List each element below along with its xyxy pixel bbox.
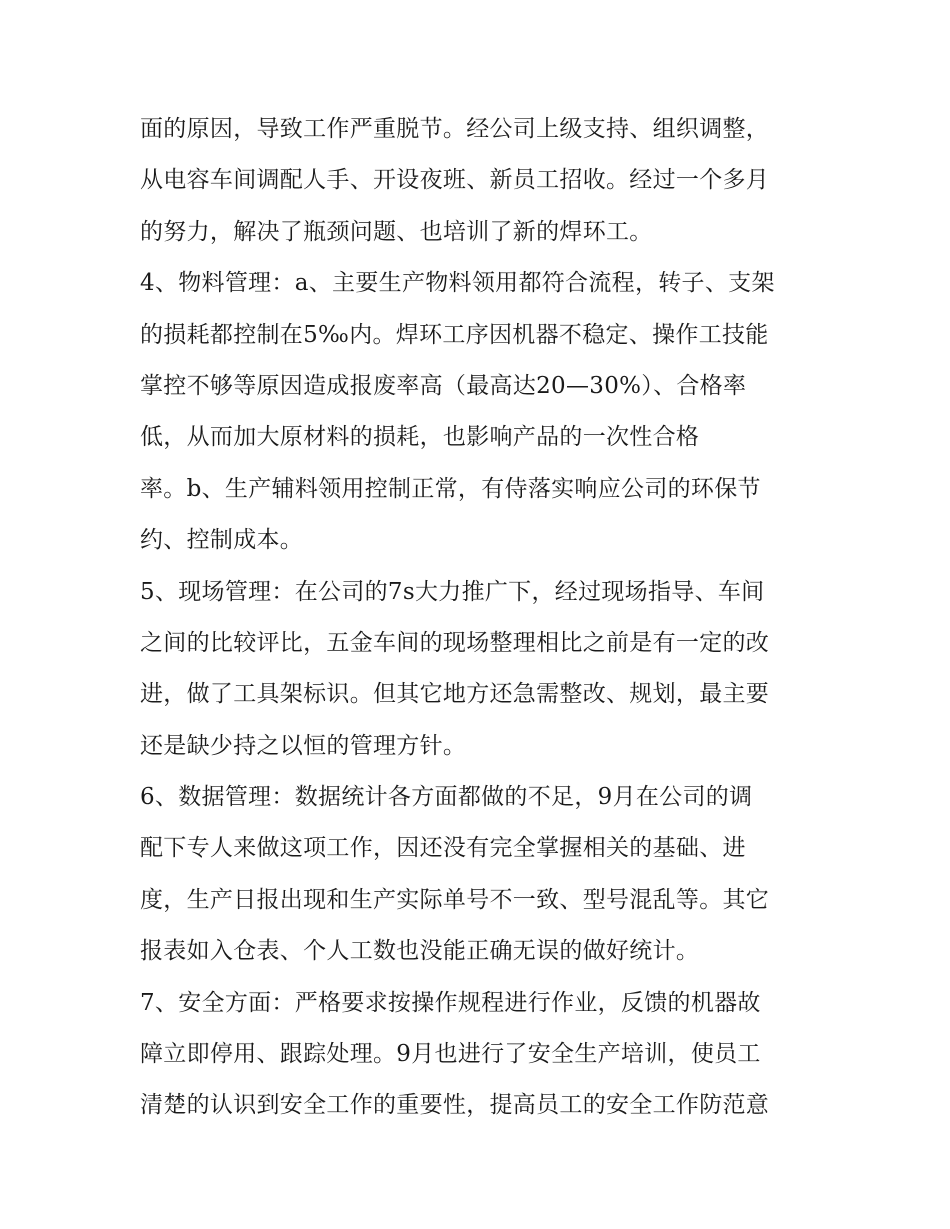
text-line: 之间的比较评比，五金车间的现场整理相比之前是有一定的改 <box>140 629 770 656</box>
text-line: 报表如入仓表、个人工数也没能正确无误的做好统计。 <box>140 938 700 965</box>
text-line: 进，做了工具架标识。但其它地方还急需整改、规划，最主要 <box>140 681 770 708</box>
text-line: 4、物料管理：a、主要生产物料领用都符合流程，转子、支架 <box>140 270 775 297</box>
text-line: 障立即停用、跟踪处理。9月也进行了安全生产培训，使员工 <box>140 1041 761 1068</box>
text-line: 清楚的认识到安全工作的重要性，提高员工的安全工作防范意 <box>140 1092 770 1119</box>
text-line: 的努力，解决了瓶颈问题、也培训了新的焊环工。 <box>140 218 653 245</box>
text-line: 6、数据管理：数据统计各方面都做的不足，9月在公司的调 <box>140 784 753 811</box>
text-line: 7、安全方面：严格要求按操作规程进行作业，反馈的机器故 <box>140 989 761 1016</box>
document-body <box>140 104 820 1132</box>
text-line: 面的原因，导致工作严重脱节。经公司上级支持、组织调整， <box>140 116 770 142</box>
text-line: 度，生产日报出现和生产实际单号不一致、型号混乱等。其它 <box>140 886 770 913</box>
text-line: 率。b、生产辅料领用控制正常，有侍落实响应公司的环保节 <box>140 475 761 502</box>
text-line: 约、控制成本。 <box>140 527 304 554</box>
text-line: 的损耗都控制在5‰内。焊环工序因机器不稳定、操作工技能 <box>140 321 769 348</box>
text-line: 低，从而加大原材料的损耗，也影响产品的一次性合格 <box>140 424 700 451</box>
text-line: 掌控不够等原因造成报废率高（最高达20—30%）、合格率 <box>140 372 747 399</box>
text-line: 从电容车间调配人手、开设夜班、新员工招收。经过一个多月 <box>140 167 770 194</box>
text-line: 配下专人来做这项工作，因还没有完全掌握相关的基础、进 <box>140 835 746 862</box>
text-line: 5、现场管理：在公司的7s大力推广下，经过现场指导、车间 <box>140 578 765 605</box>
text-line: 还是缺少持之以恒的管理方针。 <box>140 732 467 759</box>
